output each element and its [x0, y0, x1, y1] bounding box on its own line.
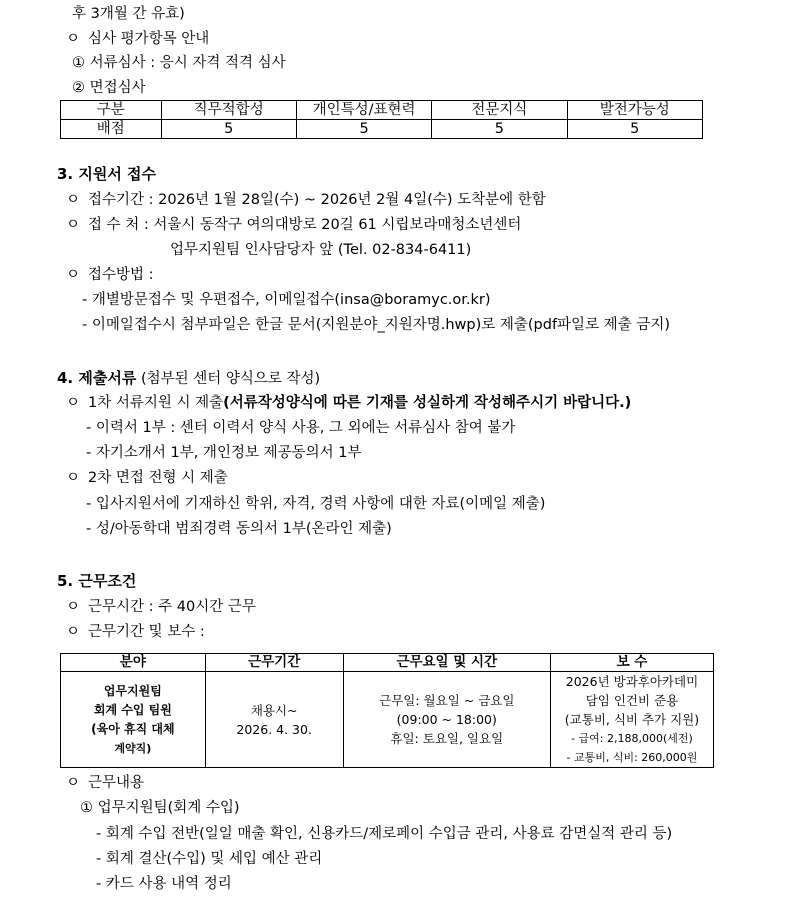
- term-line: 2026. 4. 30.: [236, 721, 312, 737]
- score-header: 구분: [61, 101, 162, 120]
- section-4-step-1-note: (서류작성양식에 따른 기재를 성실하게 작성해주시기 바랍니다.): [223, 395, 632, 411]
- bullet-mark: ㅇ: [66, 217, 81, 233]
- section-4-title-note: (첨부된 센터 양식으로 작성): [140, 371, 321, 387]
- section-3-place-2: 업무지원팀 인사담당자 앞 (Tel. 02-834-6411): [170, 242, 472, 258]
- section-5-duty-1-a: - 회계 수입 전반(일일 매출 확인, 신용카드/제로페이 수입금 관리, 사용료 감면실적 관리 등): [96, 826, 673, 842]
- dept-line: 계약직): [114, 741, 152, 755]
- section-4-step-2: [66, 468, 228, 488]
- score-header: 직무적합성: [161, 101, 296, 120]
- pay-line: - 급여: 2,188,000(세전): [571, 732, 693, 745]
- section-4-step-1-text: 1차 서류지원 시 제출: [88, 395, 224, 411]
- section-4-step-1-b: - 자기소개서 1부, 개인정보 제공동의서 1부: [86, 445, 362, 461]
- section-3-method-2: - 이메일접수시 첨부파일은 한글 문서(지원분야_지원자명.hwp)로 제출(pdf파일로 제출 금지): [82, 317, 670, 333]
- work-table-header-row: [61, 654, 714, 672]
- section-4-step-2-b: - 성/아동학대 범죄경력 동의서 1부(온라인 제출): [86, 521, 392, 537]
- work-header: 근무요일 및 시간: [343, 654, 550, 672]
- dept-line: 회계 수입 팀원: [93, 702, 172, 717]
- section-4-step-2-a: - 입사지원서에 기재하신 학위, 자격, 경력 사항에 대한 자료(이메일 제출): [86, 496, 546, 512]
- section-5-period-pay: [66, 622, 205, 642]
- bullet-mark: ㅇ: [66, 192, 81, 208]
- score-header: 개인특성/표현력: [296, 101, 431, 120]
- score-header: 전문지식: [432, 101, 567, 120]
- review-items-title: [66, 29, 209, 49]
- section-3-place-text: 접 수 처 : 서울시 동작구 여의대방로 20길 61 시립보라매청소년센터: [88, 217, 522, 233]
- work-pay-cell: [550, 672, 713, 768]
- schedule-line: 휴일: 토요일, 일요일: [390, 731, 504, 746]
- section-3-method-title-text: 접수방법 :: [88, 267, 154, 283]
- score-cell: 5: [161, 120, 296, 139]
- section-4-title-text: 4. 제출서류: [57, 369, 137, 387]
- top-line: 후 3개월 간 유효): [72, 6, 185, 22]
- section-4-step-1: [66, 393, 631, 413]
- schedule-line: (09:00 ~ 18:00): [396, 712, 497, 727]
- score-table: [60, 100, 703, 139]
- section-3-method-1: - 개별방문접수 및 우편접수, 이메일접수(insa@boramyc.or.kr): [82, 292, 491, 308]
- score-cell: 5: [296, 120, 431, 139]
- dept-line: (육아 휴직 대체: [91, 721, 175, 736]
- bullet-mark: ㅇ: [66, 267, 81, 283]
- section-5-duty-1: ① 업무지원팀(회계 수입): [80, 800, 240, 816]
- score-table-header-row: [61, 101, 703, 120]
- section-4-title: [57, 368, 320, 389]
- section-5-duties-title-text: 근무내용: [88, 775, 145, 791]
- section-5-hours-text: 근무시간 : 주 40시간 근무: [88, 599, 256, 615]
- review-item-1: ① 서류심사 : 응시 자격 적격 심사: [72, 55, 286, 71]
- score-header: 발전가능성: [567, 101, 702, 120]
- section-3-place: [66, 215, 521, 235]
- work-table-row: [61, 672, 714, 768]
- pay-line: 담임 인건비 준용: [585, 693, 679, 708]
- work-dept-cell: [61, 672, 206, 768]
- score-cell: 5: [432, 120, 567, 139]
- section-3-period-text: 접수기간 : 2026년 1월 28일(수) ~ 2026년 2월 4일(수) 도착분에 한함: [88, 192, 546, 208]
- score-table-row: [61, 120, 703, 139]
- section-4-step-2-text: 2차 면접 전형 시 제출: [88, 470, 228, 486]
- pay-line: - 교통비, 식비: 260,000원: [566, 751, 698, 764]
- section-3-method-title: [66, 265, 154, 285]
- work-term-cell: [205, 672, 343, 768]
- section-3-title: 3. 지원서 접수: [57, 165, 157, 183]
- work-schedule-cell: [343, 672, 550, 768]
- section-5-duty-1-b: - 회계 결산(수입) 및 세입 예산 관리: [96, 851, 323, 867]
- section-5-duty-1-c: - 카드 사용 내역 정리: [96, 876, 232, 892]
- bullet-mark: ㅇ: [66, 395, 81, 411]
- dept-line: 업무지원팀: [103, 683, 162, 698]
- section-5-title: 5. 근무조건: [57, 572, 137, 590]
- score-cell: 5: [567, 120, 702, 139]
- review-item-2: ② 면접심사: [72, 80, 146, 96]
- term-line: 채용시~: [250, 702, 298, 718]
- schedule-line: 근무일: 월요일 ~ 금요일: [379, 693, 515, 708]
- bullet-mark: ㅇ: [66, 624, 81, 640]
- section-3-period: [66, 190, 546, 210]
- bullet-mark: ㅇ: [66, 470, 81, 486]
- pay-line: (교통비, 식비 추가 지원): [564, 712, 700, 727]
- work-condition-table: [60, 653, 714, 768]
- section-4-step-1-a: - 이력서 1부 : 센터 이력서 양식 사용, 그 외에는 서류심사 참여 불가: [86, 420, 516, 436]
- bullet-mark: ㅇ: [66, 31, 81, 47]
- work-header: 보 수: [550, 654, 713, 672]
- score-row-label: 배점: [61, 120, 162, 139]
- pay-line: 2026년 방과후아카데미: [565, 674, 699, 689]
- section-5-period-pay-text: 근무기간 및 보수 :: [88, 624, 205, 640]
- work-header: 근무기간: [205, 654, 343, 672]
- bullet-mark: ㅇ: [66, 599, 81, 615]
- review-items-title-text: 심사 평가항목 안내: [88, 31, 210, 47]
- section-5-duties-title: [66, 773, 144, 793]
- section-5-hours: [66, 597, 256, 617]
- bullet-mark: ㅇ: [66, 775, 81, 791]
- work-header: 분야: [61, 654, 206, 672]
